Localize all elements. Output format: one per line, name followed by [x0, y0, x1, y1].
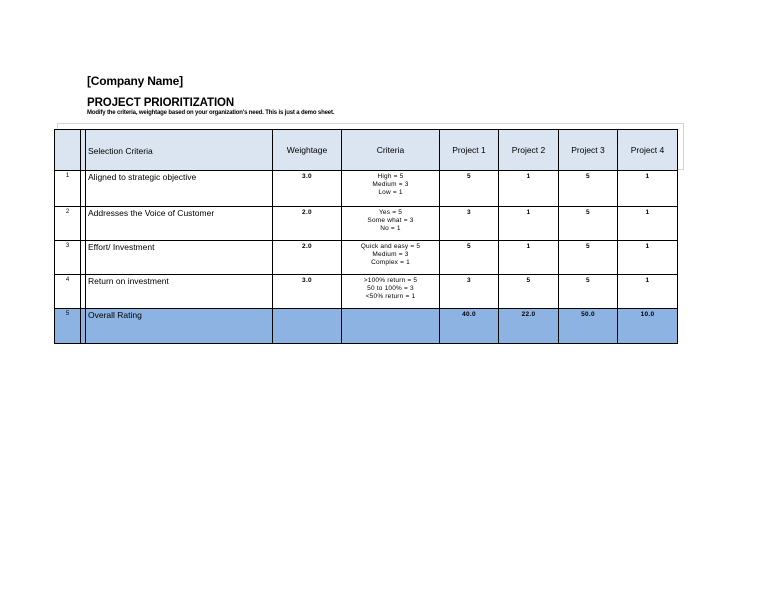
- row-number: 1: [55, 171, 81, 207]
- row-score-project-1: 3: [440, 275, 499, 309]
- criteria-line: High = 5: [377, 173, 404, 180]
- company-name: [Company Name]: [87, 74, 183, 88]
- row-score-project-2: 1: [499, 207, 559, 241]
- total-score-project-4: 10.0: [618, 309, 678, 344]
- header-project-2: Project 2: [499, 130, 559, 171]
- table-row: [55, 207, 678, 241]
- criteria-line: Yes = 5: [378, 209, 403, 216]
- row-weightage: 3.0: [273, 275, 342, 309]
- header-number-cell: [55, 130, 81, 171]
- overall-rating-label: Overall Rating: [86, 309, 273, 344]
- criteria-line: Some what = 3: [367, 217, 414, 224]
- row-score-project-3: 5: [559, 275, 618, 309]
- criteria-line: No = 1: [380, 225, 401, 232]
- total-row-number: 5: [55, 309, 81, 344]
- total-weightage-cell: [273, 309, 342, 344]
- prioritization-table: [54, 129, 678, 344]
- criteria-line: <50% return = 1: [365, 293, 416, 300]
- header-selection-criteria: Selection Criteria: [86, 130, 273, 171]
- header-project-1: Project 1: [440, 130, 499, 171]
- overall-rating-row: [55, 309, 678, 344]
- row-score-project-4: 1: [618, 207, 678, 241]
- row-score-project-1: 5: [440, 241, 499, 275]
- table-header-row: [55, 130, 678, 171]
- row-weightage: 2.0: [273, 241, 342, 275]
- total-score-project-2: 22.0: [499, 309, 559, 344]
- header-project-4: Project 4: [618, 130, 678, 171]
- row-criteria-name: Addresses the Voice of Customer: [86, 207, 273, 241]
- table-row: [55, 241, 678, 275]
- table-row: [55, 171, 678, 207]
- criteria-line: 50 to 100% = 3: [367, 285, 414, 292]
- criteria-line: Medium = 3: [372, 251, 409, 258]
- criteria-line: Complex = 1: [371, 259, 410, 266]
- row-criteria-name: Effort/ Investment: [86, 241, 273, 275]
- row-criteria-scale: [342, 275, 440, 309]
- row-score-project-2: 5: [499, 275, 559, 309]
- row-criteria-scale: [342, 207, 440, 241]
- row-criteria-name: Return on investment: [86, 275, 273, 309]
- page-subtitle: Modify the criteria, weightage based on your organization's need. This is just a demo sheet.: [87, 110, 335, 116]
- total-criteria-cell: [342, 309, 440, 344]
- criteria-line: Low = 1: [378, 189, 403, 196]
- row-score-project-4: 1: [618, 275, 678, 309]
- criteria-line: Medium = 3: [372, 181, 409, 188]
- row-number: 3: [55, 241, 81, 275]
- row-score-project-3: 5: [559, 241, 618, 275]
- row-criteria-name: Aligned to strategic objective: [86, 171, 273, 207]
- row-score-project-3: 5: [559, 207, 618, 241]
- row-score-project-2: 1: [499, 241, 559, 275]
- row-score-project-1: 3: [440, 207, 499, 241]
- row-weightage: 3.0: [273, 171, 342, 207]
- header-project-3: Project 3: [559, 130, 618, 171]
- criteria-line: Quick and easy = 5: [360, 243, 421, 250]
- total-score-project-1: 40.0: [440, 309, 499, 344]
- header-criteria: Criteria: [342, 130, 440, 171]
- row-number: 4: [55, 275, 81, 309]
- page-title: PROJECT PRIORITIZATION: [87, 97, 235, 109]
- total-score-project-3: 50.0: [559, 309, 618, 344]
- row-score-project-4: 1: [618, 171, 678, 207]
- row-score-project-4: 1: [618, 241, 678, 275]
- table-row: [55, 275, 678, 309]
- row-criteria-scale: [342, 171, 440, 207]
- row-score-project-3: 5: [559, 171, 618, 207]
- row-score-project-1: 5: [440, 171, 499, 207]
- row-score-project-2: 1: [499, 171, 559, 207]
- header-weightage: Weightage: [273, 130, 342, 171]
- row-criteria-scale: [342, 241, 440, 275]
- row-number: 2: [55, 207, 81, 241]
- criteria-line: >100% return = 5: [363, 277, 418, 284]
- row-weightage: 2.0: [273, 207, 342, 241]
